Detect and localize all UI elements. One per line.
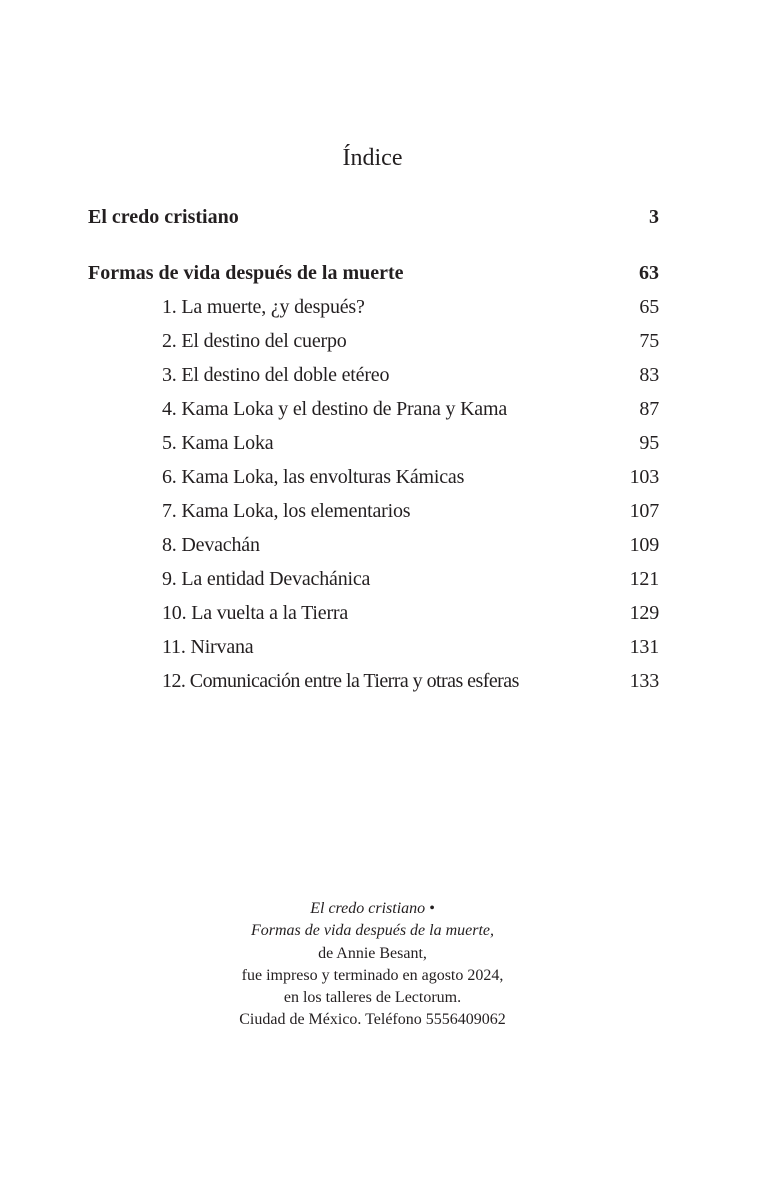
toc-chapter-label: 5. Kama Loka: [162, 432, 274, 454]
toc-chapter-page: 95: [639, 432, 659, 454]
toc-chapter-row: [162, 326, 659, 356]
toc-chapter-page: 133: [629, 670, 659, 692]
toc-section-label: El credo cristiano: [88, 206, 239, 228]
toc-chapter-row: [162, 564, 659, 594]
colophon-printer: en los talleres de Lectorum.: [283, 989, 462, 1007]
toc-section-label: Formas de vida después de la muerte: [88, 262, 404, 284]
toc-chapter-label: 9. La entidad Devachánica: [162, 568, 371, 590]
toc-chapter-page: 109: [629, 534, 659, 556]
toc-chapter-page: 103: [629, 466, 659, 488]
toc-section-credo: [88, 202, 659, 232]
colophon: [0, 898, 745, 1032]
toc-chapter-row: [162, 360, 659, 390]
toc-chapter-page: 83: [639, 364, 659, 386]
colophon-title-1: El credo cristiano •: [310, 900, 435, 917]
toc-chapter-page: 129: [629, 602, 659, 624]
toc-section-page: 63: [639, 262, 659, 284]
toc-chapter-row: [162, 394, 659, 424]
toc-chapter-label: 7. Kama Loka, los elementarios: [162, 500, 411, 522]
toc-chapter-label: 12. Comunicación entre la Tierra y otras esferas: [162, 670, 519, 692]
toc-chapter-label: 2. El destino del cuerpo: [162, 330, 347, 352]
toc-chapter-label: 6. Kama Loka, las envolturas Kámicas: [162, 466, 465, 488]
colophon-contact: Ciudad de México. Teléfono 5556409062: [239, 1011, 506, 1029]
colophon-title-2: Formas de vida después de la muerte,: [250, 922, 495, 940]
toc-chapter-page: 121: [629, 568, 659, 590]
toc-chapter-label: 4. Kama Loka y el destino de Prana y Kama: [162, 398, 508, 420]
toc-chapter-row: [162, 462, 659, 492]
toc-chapter-page: 87: [639, 398, 659, 420]
toc-chapter-row: [162, 496, 659, 526]
colophon-printing: fue impreso y terminado en agosto 2024,: [241, 966, 504, 984]
toc-chapter-label: 3. El destino del doble etéreo: [162, 364, 390, 386]
page-title: Índice: [342, 145, 403, 171]
toc-chapter-label: 10. La vuelta a la Tierra: [162, 602, 349, 624]
toc-chapter-label: 11. Nirvana: [162, 636, 254, 658]
toc-chapter-page: 107: [629, 500, 659, 522]
toc-chapter-row: [162, 428, 659, 458]
toc-chapter-page: 75: [639, 330, 659, 352]
toc-chapter-row: [162, 632, 659, 662]
toc-chapter-row: [162, 292, 659, 322]
toc-chapter-page: 131: [629, 636, 659, 658]
toc-chapter-row: [162, 530, 659, 560]
colophon-author: de Annie Besant,: [318, 944, 427, 962]
toc-chapter-row: [162, 666, 659, 696]
toc-section-page: 3: [649, 206, 659, 228]
toc-chapter-label: 8. Devachán: [162, 534, 260, 556]
toc-section-formas: [88, 258, 659, 288]
toc-chapter-page: 65: [639, 296, 659, 318]
toc-chapter-row: [162, 598, 659, 628]
toc-chapter-label: 1. La muerte, ¿y después?: [162, 296, 365, 318]
